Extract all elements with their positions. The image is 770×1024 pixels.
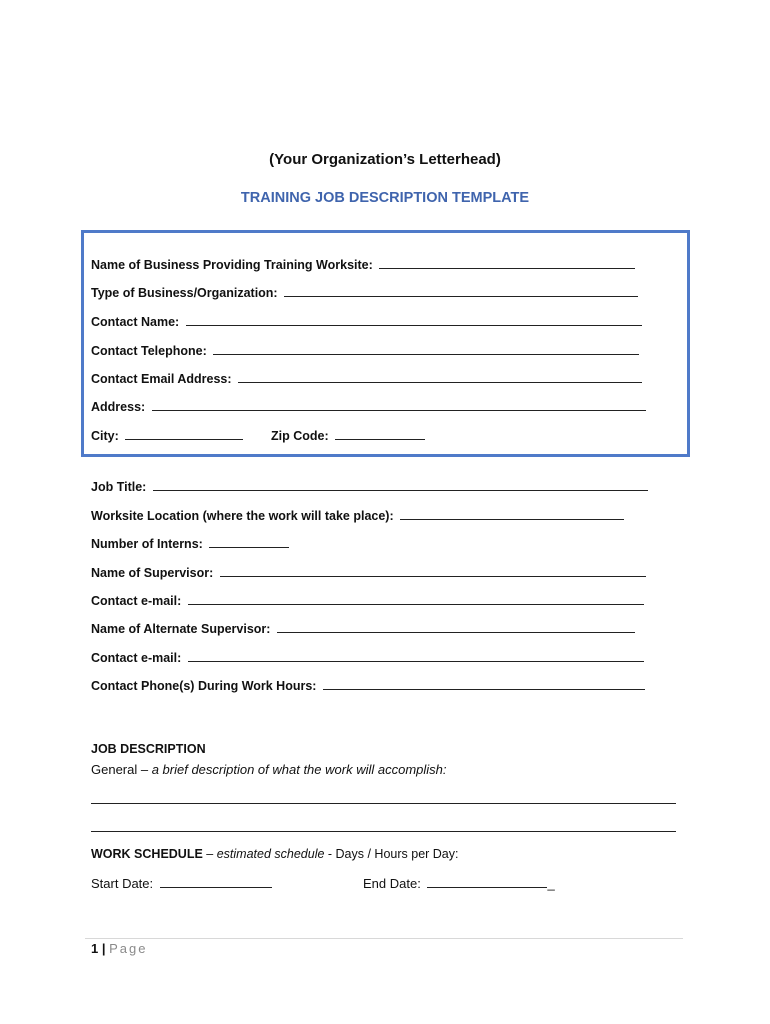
page-number: 1 [91,941,99,956]
address-field[interactable] [152,398,646,411]
supervisor-field[interactable] [220,564,646,577]
work-schedule-line [91,847,459,861]
job-description-heading: JOB DESCRIPTION [91,742,206,756]
number-of-interns-label: Number of Interns: [91,537,203,551]
contact-telephone-row [91,342,639,359]
contact-name-field[interactable] [186,313,642,326]
work-schedule-heading: WORK SCHEDULE [91,847,203,861]
city-row [91,427,243,444]
zip-field[interactable] [335,427,425,440]
job-title-label: Job Title: [91,480,147,494]
contact-email-row [91,370,642,387]
contact-telephone-label: Contact Telephone: [91,344,207,358]
zip-row [271,427,425,444]
contact-telephone-field[interactable] [213,342,639,355]
contact-name-label: Contact Name: [91,315,180,329]
work-schedule-rest: - Days / Hours per Day: [324,847,459,861]
end-date-field[interactable] [427,875,547,888]
phone-during-hours-field[interactable] [323,677,645,690]
alternate-supervisor-field[interactable] [277,620,635,633]
supervisor-email-label: Contact e-mail: [91,594,182,608]
alternate-email-row [91,649,644,666]
supervisor-email-row [91,592,644,609]
start-date-row [91,875,272,891]
alternate-supervisor-row [91,620,635,637]
general-label: General – [91,762,152,777]
alternate-email-label: Contact e-mail: [91,651,182,665]
job-title-field[interactable] [153,478,648,491]
general-description-prompt [91,762,447,777]
supervisor-email-field[interactable] [188,592,644,605]
contact-name-row [91,313,642,330]
phone-during-hours-label: Contact Phone(s) During Work Hours: [91,679,317,693]
business-name-row [91,256,635,273]
end-date-label: End Date: [363,876,421,891]
worksite-location-label: Worksite Location (where the work will take place): [91,509,394,523]
footer-divider [85,938,683,939]
description-line-2[interactable] [91,831,676,832]
contact-email-label: Contact Email Address: [91,372,232,386]
business-type-row [91,284,638,301]
start-date-field[interactable] [160,875,272,888]
start-date-label: Start Date: [91,876,154,891]
description-line-1[interactable] [91,803,676,804]
business-name-field[interactable] [379,256,635,269]
address-label: Address: [91,400,146,414]
address-row [91,398,646,415]
page-word: Page [109,941,148,956]
worksite-location-row [91,507,624,524]
supervisor-label: Name of Supervisor: [91,566,214,580]
end-date-row [363,875,555,891]
number-of-interns-row [91,535,289,552]
work-schedule-estimated: estimated schedule [216,847,325,861]
page-footer [91,941,147,956]
worksite-location-field[interactable] [400,507,624,520]
city-field[interactable] [125,427,243,440]
job-title-row [91,478,648,495]
city-label: City: [91,429,119,443]
business-type-field[interactable] [284,284,638,297]
number-of-interns-field[interactable] [209,535,289,548]
work-schedule-dash: – [202,847,217,861]
contact-email-field[interactable] [238,370,642,383]
business-name-label: Name of Business Providing Training Worksite: [91,258,373,272]
alternate-email-field[interactable] [188,649,644,662]
supervisor-row [91,564,646,581]
letterhead-placeholder: (Your Organization’s Letterhead) [269,151,501,168]
business-type-label: Type of Business/Organization: [91,286,278,300]
page-separator: | [98,941,110,956]
zip-label: Zip Code: [271,429,329,443]
document-title: TRAINING JOB DESCRIPTION TEMPLATE [240,190,530,206]
end-date-tail: _ [547,876,555,891]
phone-during-hours-row [91,677,645,694]
general-prompt-text: a brief description of what the work will accomplish: [151,762,447,777]
alternate-supervisor-label: Name of Alternate Supervisor: [91,622,271,636]
